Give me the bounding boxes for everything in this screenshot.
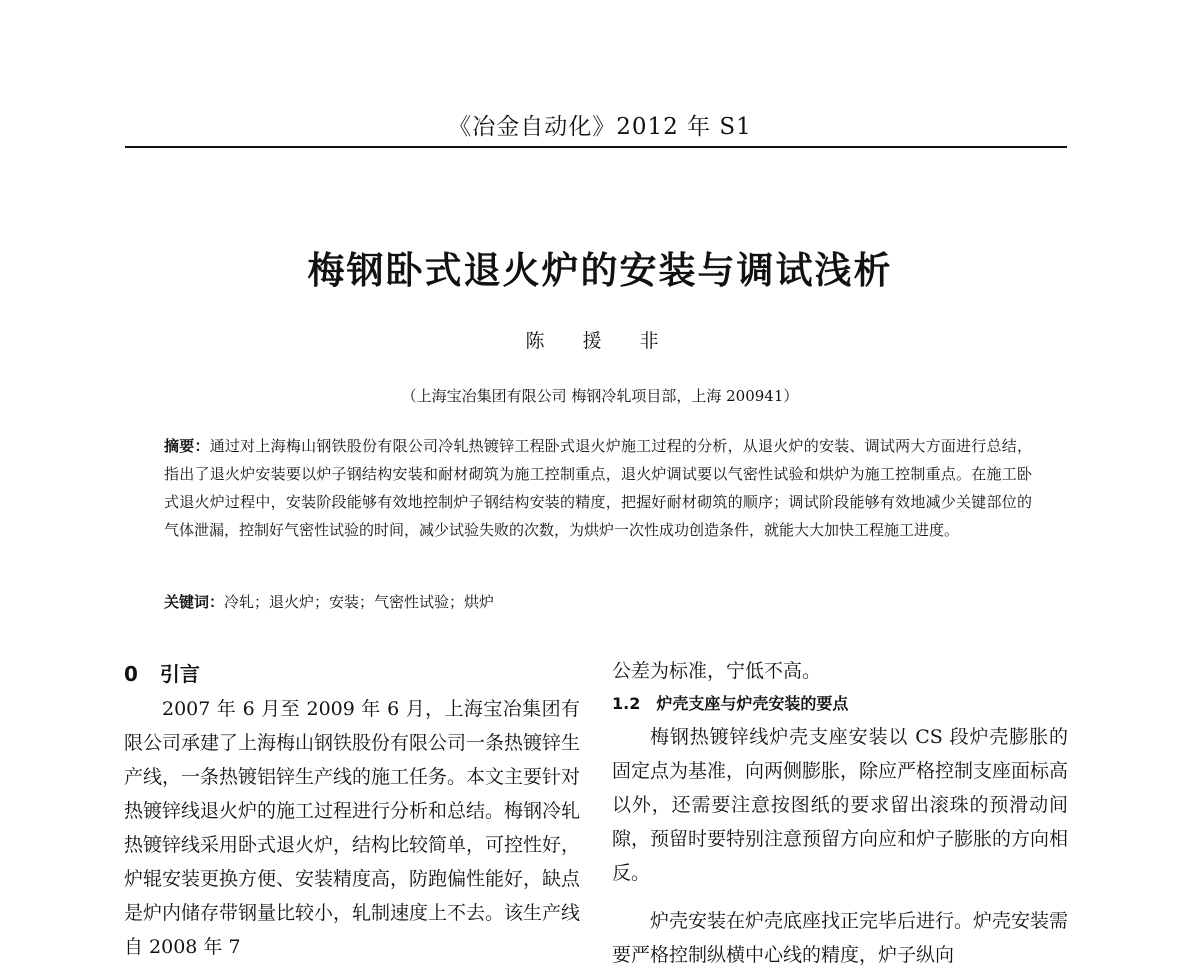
author-affiliation: （上海宝冶集团有限公司 梅钢冷轧项目部，上海 200941） <box>401 387 799 405</box>
body-paragraph-1: 梅钢热镀锌线炉壳支座安装以 CS 段炉壳膨胀的固定点为基准，向两侧膨胀，除应严格控制支座面标高以外，还需要注意按图纸的要求留出滚珠的预滑动间隙，预留时要特别注意预留方向应和炉子膨胀的方向相反。 <box>612 726 1069 884</box>
article-author: 陈 援 非 <box>525 330 675 352</box>
keywords-label: 关键词： <box>164 593 225 611</box>
section-heading-intro <box>124 656 580 692</box>
right-column <box>612 654 1068 972</box>
body-paragraph-2: 炉壳安装在炉壳底座找正完毕后进行。炉壳安装需要严格控制纵横中心线的精度，炉子纵向 <box>612 910 1069 966</box>
abstract <box>164 432 1032 544</box>
section-number: 0 <box>124 662 138 686</box>
subsection-number: 1.2 <box>612 694 641 713</box>
abstract-text: 通过对上海梅山钢铁股份有限公司冷轧热镀锌工程卧式退火炉施工过程的分析，从退火炉的安装、调试两大方面进行总结，指出了退火炉安装要以炉子钢结构安装和耐材砌筑为施工控制重点，退火炉调试要以气密性试验和烘炉为施工控制重点。在施工卧式退火炉过程中，安装阶段能够有效地控制炉子钢结构安装的精度，把握好耐材砌筑的顺序；调试阶段能够有效地减少关键部位的气体泄漏，控制好气密性试验的时间，减少试验失败的次数，为烘炉一次性成功创造条件，就能大大加快工程施工进度。 <box>164 437 1032 539</box>
keywords-text: 冷轧；退火炉；安装；气密性试验；烘炉 <box>224 593 495 611</box>
keywords <box>164 590 1032 614</box>
continued-text: 公差为标准，宁低不高。 <box>612 660 822 682</box>
article-title: 梅钢卧式退火炉的安装与调试浅析 <box>307 249 893 292</box>
section-title: 引言 <box>159 662 200 686</box>
subsection-heading <box>612 688 1068 720</box>
journal-header: 《冶金自动化》2012 年 S1 <box>448 114 752 140</box>
left-column <box>124 656 580 964</box>
header-rule <box>125 146 1067 148</box>
subsection-title: 炉壳支座与炉壳安装的要点 <box>656 694 849 713</box>
abstract-label: 摘要： <box>164 437 210 455</box>
intro-paragraph: 2007 年 6 月至 2009 年 6 月，上海宝冶集团有限公司承建了上海梅山钢铁股份有限公司一条热镀锌生产线，一条热镀铝锌生产线的施工任务。本文主要针对热镀锌线退火炉的施工过程进行分析和总结。梅钢冷轧热镀锌线采用卧式退火炉，结构比较简单，可控性好，炉辊安装更换方便、安装精度高，防跑偏性能好，缺点是炉内储存带钢量比较小，轧制速度上不去。该生产线自 2008 年 7 <box>124 698 581 958</box>
paragraph-gap <box>612 890 1068 904</box>
